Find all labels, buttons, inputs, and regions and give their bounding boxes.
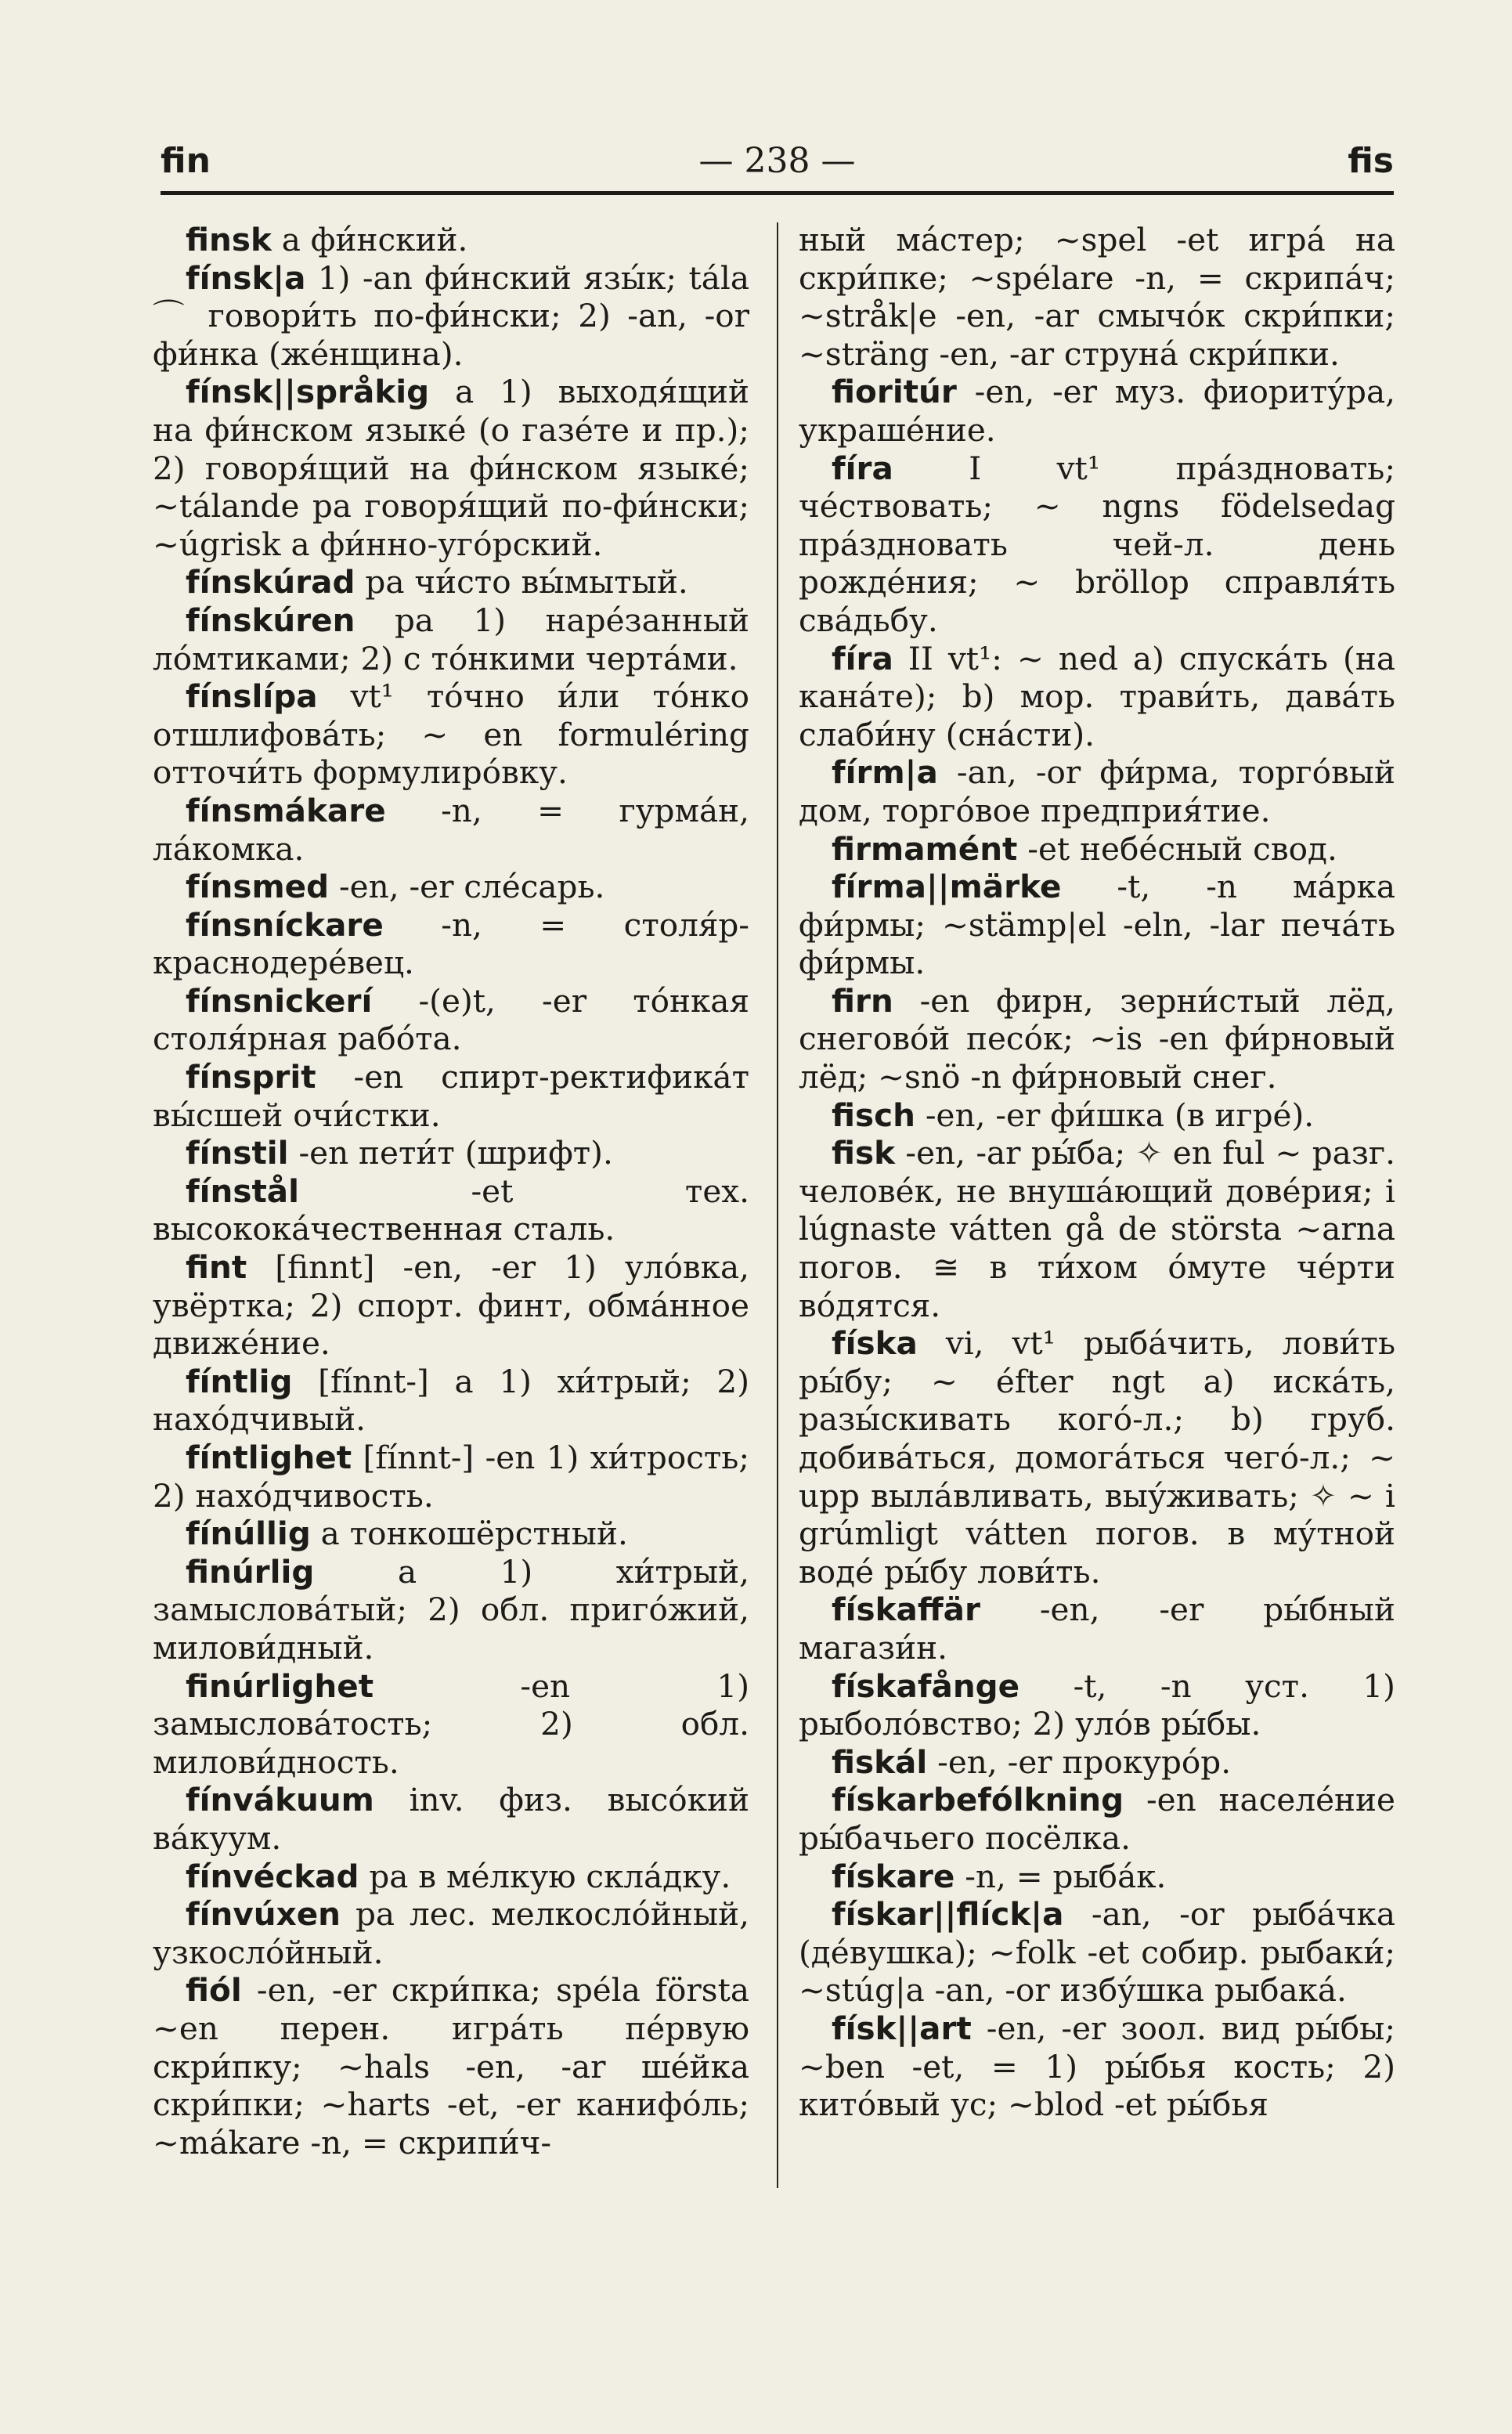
dictionary-entry	[799, 640, 1395, 754]
dictionary-entry	[799, 1324, 1395, 1591]
entry-definition: -en населе́ние ры́бачьего посёлка.	[799, 1781, 1395, 1857]
entry-headword: fínstål	[186, 1172, 300, 1210]
dictionary-entry	[153, 563, 749, 601]
entry-headword: fínvéckad	[186, 1857, 359, 1895]
entry-definition: pa 1) наре́занный ло́мтиками; 2) с то́нкими черта́ми.	[153, 601, 749, 677]
dictionary-entry	[799, 1895, 1395, 2010]
dictionary-entry	[153, 221, 749, 259]
dictionary-entry	[153, 677, 749, 792]
entry-definition: a 1) хи́трый, замыслова́тый; 2) обл. приго́жий, милови́дный.	[153, 1552, 749, 1667]
entry-definition: I vt¹ пра́здновать; че́ствовать; ~ ngns födelsedag пра́здновать чей-л. день рожде́ния; ~ bröllop справля́ть сва́дьбу.	[799, 449, 1395, 639]
entry-headword: fínvákuum	[186, 1781, 374, 1819]
entry-definition: pa в ме́лкую скла́дку.	[359, 1857, 731, 1895]
entry-definition: 1) -an фи́нский язы́к; tála ⌒ говори́ть по-фи́нски; 2) -an, -or фи́нка (же́нщина).	[153, 258, 749, 373]
dictionary-entry	[799, 982, 1395, 1096]
entry-headword: fiól	[186, 1971, 242, 2010]
entry-headword: fínsmed	[186, 868, 330, 906]
entry-definition: pa чи́сто вы́мытый.	[355, 563, 688, 601]
dictionary-entry	[153, 1895, 749, 1971]
dictionary-entry	[799, 830, 1395, 869]
entry-definition: -en, -er скри́пка; spéla första ~en перен. игра́ть пе́рвую скри́пку; ~hals -en, -ar ше́йка скри́пки; ~harts -et, -er канифо́ль; ~mákare -n, = скрипи́ч-	[153, 1971, 749, 2161]
entry-headword: fínskúrad	[186, 563, 355, 601]
dictionary-entry	[799, 373, 1395, 449]
entry-headword: fínsk|a	[186, 258, 306, 297]
dictionary-entry	[799, 1667, 1395, 1743]
dictionary-entry	[153, 1058, 749, 1134]
entry-headword: fískafånge	[832, 1667, 1020, 1705]
entry-headword: fint	[186, 1248, 247, 1287]
entry-headword: fínskúren	[186, 601, 355, 639]
entry-definition: pa лес. мелкосло́йный, узкосло́йный.	[153, 1895, 749, 1971]
dictionary-entry	[153, 1781, 749, 1857]
dictionary-entry	[153, 868, 749, 906]
entry-headword: fíntlighet	[186, 1439, 352, 1476]
left-column	[153, 221, 749, 2179]
dictionary-entry	[153, 1515, 749, 1553]
entry-definition: -(e)t, -er то́нкая столя́рная рабо́та.	[153, 981, 749, 1058]
dictionary-entry	[153, 373, 749, 563]
entry-definition: -an, -or фи́рма, торго́вый дом, торго́вое предприя́тие.	[799, 753, 1395, 829]
entry-headword: fínsprit	[186, 1058, 316, 1096]
entry-definition: II vt¹: ~ ned a) спуска́ть (на кана́те); b) мор. трави́ть, дава́ть слаби́ну (сна́сти).	[799, 639, 1395, 753]
entry-headword: fískaffär	[832, 1591, 980, 1629]
dictionary-entry	[799, 868, 1395, 982]
entry-headword: fisk	[832, 1134, 896, 1172]
entry-definition: -en, -er муз. фиориту́ра, украше́ние.	[799, 373, 1395, 449]
entry-definition: -an, -or рыба́чка (де́вушка); ~folk -et собир. рыбаки́; ~stúg|a -an, -or избу́шка рыбака́.	[799, 1895, 1395, 2010]
entry-headword: firmamént	[832, 829, 1018, 868]
entry-headword: fíntlig	[186, 1362, 293, 1400]
entry-definition: a тонкошёрстный.	[310, 1515, 628, 1553]
entry-definition: a 1) выходя́щий на фи́нском языке́ (о газе́те и пр.); 2) говоря́щий на фи́нском языке́; ~tálande pa говоря́щий по-фи́нски; ~úgrisk a фи́нно-угóрский.	[153, 373, 749, 563]
entry-definition: a фи́нский.	[271, 221, 468, 258]
dictionary-entry	[799, 1134, 1395, 1324]
dictionary-entry	[153, 906, 749, 982]
dictionary-entry	[799, 753, 1395, 829]
entry-headword: fínsmákare	[186, 791, 386, 829]
entry-headword: fírm|a	[832, 753, 938, 792]
dictionary-entry	[153, 1248, 749, 1363]
entry-headword: finsk	[186, 221, 272, 258]
dictionary-entry	[799, 221, 1395, 373]
entry-definition: -n, = гурма́н, ла́комка.	[153, 791, 749, 868]
entry-headword: físka	[832, 1324, 918, 1363]
entry-headword: fínúllig	[186, 1515, 311, 1553]
entry-definition: ный ма́стер; ~spel -et игра́ на скри́пке; ~spélare -n, = скрипа́ч; ~stråk|e -en, -ar смычо́к скри́пки; ~sträng -en, -ar струна́ скри́пки.	[799, 221, 1395, 373]
entry-definition: -en пети́т (шрифт).	[288, 1134, 613, 1172]
dictionary-entry	[153, 1553, 749, 1667]
dictionary-entry	[153, 1667, 749, 1782]
entry-definition: -n, = рыба́к.	[954, 1857, 1167, 1895]
dictionary-entry	[799, 1743, 1395, 1782]
entry-headword: finúrlighet	[186, 1667, 374, 1705]
entry-definition: -et небе́сный свод.	[1017, 829, 1337, 868]
dictionary-entry	[153, 1363, 749, 1439]
page-header	[161, 141, 1394, 196]
entry-definition: -en, -ar ры́ба; ✧ en ful ~ разг. челове́к, не внуша́ющий дове́рия; i lúgnaste vátten gå de största ~arna погов. ≅ в ти́хом о́муте че́рти во́дятся.	[799, 1134, 1395, 1324]
entry-definition: vt¹ то́чно и́ли то́нко отшлифова́ть; ~ en formuléring отточи́ть формулиро́вку.	[153, 677, 749, 792]
entry-definition: -t, -n уст. 1) рыболо́вство; 2) уло́в ры́бы.	[799, 1667, 1395, 1743]
dictionary-entry	[153, 1858, 749, 1896]
entry-headword: fínstil	[186, 1134, 289, 1172]
dictionary-entry	[153, 1134, 749, 1172]
entry-definition: -en, -er зоол. вид ры́бы; ~ben -et, = 1) ры́бья кость; 2) кито́вый ус; ~blod -et ры́бья	[799, 2009, 1395, 2124]
entry-headword: fioritúr	[832, 373, 957, 411]
entry-headword: fínvúxen	[186, 1895, 341, 1934]
entry-definition: [fínnt-] a 1) хи́трый; 2) нахо́дчивый.	[153, 1362, 749, 1439]
entry-headword: fínsníckare	[186, 905, 384, 944]
entry-headword: fíra	[832, 639, 893, 677]
dictionary-entry	[153, 1971, 749, 2161]
entry-headword: fískare	[832, 1857, 955, 1895]
dictionary-entry	[799, 1781, 1395, 1857]
entry-headword: fisch	[832, 1096, 915, 1134]
dictionary-entry	[799, 1858, 1395, 1896]
entry-definition: -en, -er сле́сарь.	[329, 868, 605, 906]
entry-headword: fínslípa	[186, 677, 318, 716]
dictionary-entry	[153, 792, 749, 868]
dictionary-entry	[153, 601, 749, 677]
header-rule	[161, 191, 1394, 195]
entry-definition: inv. физ. высо́кий ва́куум.	[153, 1781, 749, 1857]
entry-definition: -t, -n ма́рка фи́рмы; ~stämp|el -eln, -lar печа́ть фи́рмы.	[799, 868, 1395, 982]
page-number: — 238 —	[698, 141, 856, 181]
entry-headword: fínsk||språkig	[186, 373, 430, 411]
entry-headword: fískar||flíck|a	[832, 1895, 1064, 1934]
dictionary-entry	[153, 1439, 749, 1515]
entry-definition: vi, vt¹ рыба́чить, лови́ть ры́бу; ~ éfter ngt a) иска́ть, разы́скивать кого́-л.; b) груб. добива́ться, домога́ться чего́-л.; ~ upp выла́вливать, выу́живать; ✧ ~ i grúmligt vátten погов. в му́тной воде́ ры́бу лови́ть.	[799, 1324, 1395, 1591]
entry-definition: -en, -er ры́бный магази́н.	[799, 1591, 1395, 1667]
entry-definition: -en 1) замыслова́тость; 2) обл. милови́дность.	[153, 1667, 749, 1781]
header-left-guideword: fin	[161, 141, 211, 181]
right-column	[799, 221, 1395, 2179]
dictionary-entry	[153, 1172, 749, 1248]
entry-headword: fírma||märke	[832, 868, 1062, 906]
entry-headword: físk||art	[832, 2009, 972, 2047]
dictionary-entry	[799, 1096, 1395, 1135]
header-right-guideword: fis	[1348, 141, 1394, 181]
dictionary-entry	[153, 982, 749, 1058]
entry-headword: fíra	[832, 449, 893, 487]
entry-headword: firn	[832, 981, 893, 1020]
column-divider	[777, 222, 778, 2188]
entry-headword: fískarbefólkning	[832, 1781, 1124, 1819]
entry-definition: -n, = столя́р-краснодере́вец.	[153, 905, 749, 982]
entry-definition: [finnt] -en, -er 1) уло́вка, увёртка; 2) спорт. финт, обма́нное движе́ние.	[153, 1248, 749, 1363]
entry-headword: finúrlig	[186, 1552, 315, 1591]
entry-definition: -et тех. высокока́чественная сталь.	[153, 1172, 749, 1248]
entry-definition: -en, -er прокуро́р.	[927, 1742, 1232, 1781]
entry-headword: fiskál	[832, 1742, 928, 1781]
dictionary-entry	[799, 2010, 1395, 2124]
entry-definition: [fínnt-] -en 1) хи́трость; 2) нахо́дчивость.	[153, 1439, 749, 1515]
dictionary-entry	[153, 259, 749, 374]
entry-definition: -en, -er фи́шка (в игре́).	[915, 1096, 1315, 1134]
dictionary-entry	[799, 1591, 1395, 1667]
entry-headword: fínsnickerí	[186, 981, 373, 1020]
entry-definition: -en спирт-ректифика́т вы́сшей очи́стки.	[153, 1058, 749, 1134]
dictionary-entry	[799, 450, 1395, 640]
entry-definition: -en фирн, зерни́стый лёд, снегово́й песо́к; ~is -en фи́рновый лёд; ~snö -n фи́рновый снег.	[799, 981, 1395, 1096]
